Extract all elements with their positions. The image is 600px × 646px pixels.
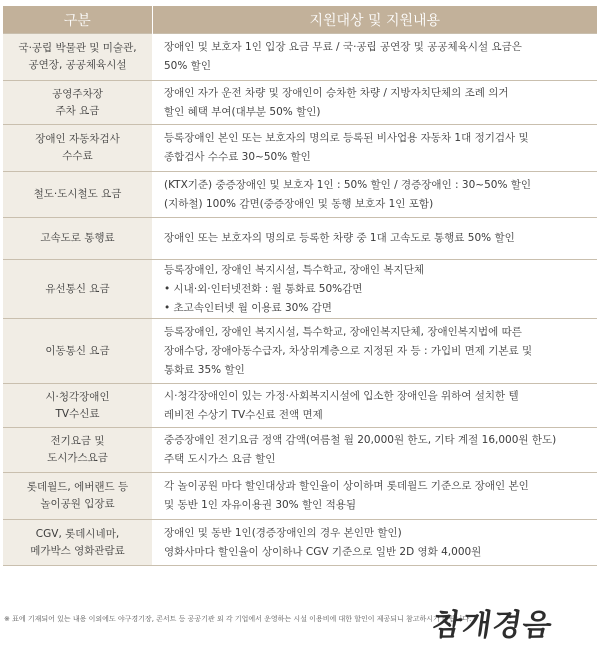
category-line: 전기요금 및 [50,435,105,447]
table-row [3,428,597,473]
row-category [3,520,152,566]
table-row [3,319,597,384]
row-description [152,319,597,384]
row-category [3,172,152,218]
table-row [3,384,597,428]
table-row [3,260,597,319]
watermark-logo: 참개경음 [430,608,555,643]
description-line: (KTX기준) 중증장애인 및 보호자 1인 : 50% 할인 / 경증장애인 : 30~50% 할인 [164,178,532,191]
row-category [3,125,152,172]
description-line: 50% 할인 [164,60,211,72]
row-category [3,428,152,473]
row-category [3,319,152,384]
table-row [3,34,597,81]
row-description [152,520,597,566]
description-line: 주택 도시가스 요금 할인 [164,453,276,465]
table-body [3,34,597,566]
row-category [3,260,152,319]
description-line: 통화료 35% 할인 [164,363,245,376]
bullet-item: • 시내·외·인터넷전화 : 월 통화료 50%감면 [164,280,591,299]
category-line: 고속도로 통행료 [40,232,115,244]
table-row [3,520,597,566]
category-line: CGV, 롯데시네마, [35,527,120,540]
description-line: 장애인 및 동반 1인(경증장애인의 경우 본인만 할인) [164,526,402,539]
category-line: TV수신료 [55,407,100,420]
row-category [3,218,152,260]
row-category [3,384,152,428]
category-line: 수수료 [62,150,93,162]
row-description [152,428,597,473]
row-description [152,384,597,428]
description-line: 장애수당, 장애아동수급자, 차상위계층으로 지정된 자 등 : 가입비 면제 기본료 및 [164,344,533,357]
row-description [152,260,597,319]
benefits-table-container [3,6,597,566]
table-row [3,473,597,520]
row-description [152,172,597,218]
description-line: 등록장애인, 장애인 복지시설, 특수학교, 장애인 복지단체 [164,263,424,276]
description-line: 각 놀이공원 마다 할인대상과 할인율이 상이하며 롯데월드 기준으로 장애인 본인 [164,480,529,492]
category-line: 롯데월드, 에버랜드 등 [26,481,129,493]
category-line: 시·청각장애인 [45,390,110,403]
benefits-table [3,6,597,566]
table-row [3,81,597,125]
row-description [152,34,597,81]
description-line: 등록장애인, 장애인 복지시설, 특수학교, 장애인복지단체, 장애인복지법에 따른 [164,325,522,338]
footnote: ※ 표에 기재되어 있는 내용 이외에도 야구경기장, 콘서트 등 공공기관 외 각 기업에서 운영하는 시설 이용비에 대한 할인이 제공되니 참고하시기 바랍니다. [4,615,472,623]
category-line: 메가박스 영화관람료 [30,544,125,557]
description-line: 영화사마다 할인율이 상이하나 CGV 기준으로 일반 2D 영화 4,000원 [164,545,482,558]
description-line: 중증장애인 전기요금 정액 감액(여름철 월 20,000원 한도, 기타 계절 16,000원 한도) [164,434,557,446]
category-line: 이동통신 요금 [45,344,110,357]
table-row [3,218,597,260]
description-line: 장애인 자가 운전 차량 및 장애인이 승차한 차량 / 지방자치단체의 조례 의거 [164,86,509,99]
header-support: 지원대상 및 지원내용 [152,6,597,34]
category-line: 국·공립 박물관 및 미술관, [18,42,137,54]
bullet-item: • 초고속인터넷 월 이용료 30% 감면 [164,299,591,318]
category-line: 공영주차장 [52,87,103,100]
description-line: 종합검사 수수료 30~50% 할인 [164,151,311,163]
table-header-row [3,6,597,34]
category-line: 놀이공원 입장료 [40,498,115,510]
row-description [152,81,597,125]
description-line: 장애인 및 보호자 1인 입장 요금 무료 / 국·공립 공연장 및 공공체육시설 요금은 [164,41,522,53]
description-line: 시·청각장애인이 있는 가정·사회복지시설에 입소한 장애인을 위하여 설치한 텔 [164,389,519,402]
category-line: 주차 요금 [55,104,100,117]
header-category: 구분 [3,6,152,34]
row-category [3,81,152,125]
description-line: (지하철) 100% 감면(중증장애인 및 동행 보호자 1인 포함) [164,197,434,210]
description-line: 할인 혜택 부여(대부분 50% 할인) [164,105,321,118]
category-line: 장애인 자동차검사 [35,133,120,145]
table-row [3,125,597,172]
row-description [152,218,597,260]
description-line: 장애인 또는 보호자의 명의로 등록한 차량 중 1대 고속도로 통행료 50% 할인 [164,232,515,244]
description-line: 등록장애인 본인 또는 보호자의 명의로 등록된 비사업용 자동차 1대 정기검사 및 [164,132,529,144]
category-line: 철도·도시철도 요금 [33,188,122,200]
table-row [3,172,597,218]
description-line: 레비전 수상기 TV수신료 전액 면제 [164,408,323,421]
row-category [3,34,152,81]
category-line: 공연장, 공공체육시설 [28,59,127,71]
description-line: 및 동반 1인 자유이용권 30% 할인 적용됨 [164,499,357,511]
row-description [152,473,597,520]
category-line: 도시가스요금 [47,452,108,464]
row-category [3,473,152,520]
row-description [152,125,597,172]
category-line: 유선통신 요금 [45,282,110,295]
